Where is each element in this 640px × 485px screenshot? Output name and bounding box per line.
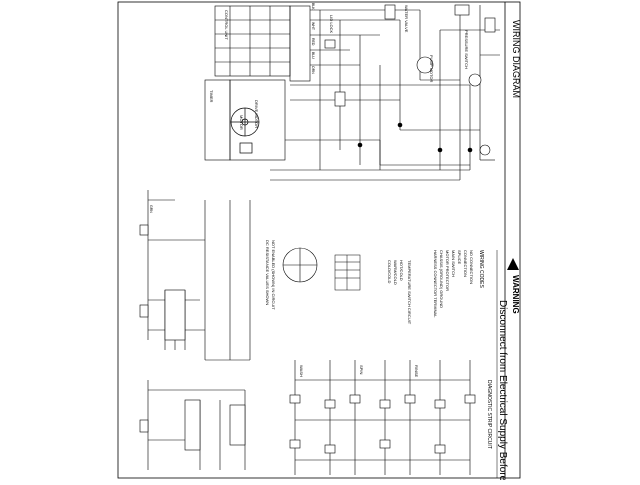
wire-label: WATER VALVE: [404, 5, 409, 33]
wiring-code-item: MOTOR PROTECTOR: [445, 250, 450, 291]
temp-switch-row: WARM/COLD: [393, 260, 398, 285]
wire-label: WASH: [299, 365, 304, 377]
wire-label: PRESSURE SWITCH: [464, 30, 469, 69]
temp-switch-row: COLD/COLD: [387, 260, 392, 284]
wiring-code-item: NO CONNECTION: [469, 250, 474, 284]
lower-ladder-contacts: [290, 395, 475, 453]
disconnect-text: Disconnect from Electrical Supply Before: [497, 300, 508, 480]
temp-switch-row: HOT/COLD: [399, 260, 404, 281]
wiring-diagram-title: WIRING DIAGRAM: [511, 20, 521, 98]
note-text: NOT ENABLED (SHOWN) IN CIRCUIT: [271, 240, 276, 310]
control-unit-block: [205, 6, 310, 160]
lower-ladder: [295, 360, 470, 475]
wire-label: BLU: [311, 52, 315, 59]
diagnostic-strip-text: DIAGNOSTIC STRIP CIRCUIT: [486, 380, 492, 449]
wire-label: RED: [311, 38, 315, 46]
warning-label: WARNING: [511, 275, 520, 314]
wiring-code-item: SPLICE: [457, 250, 462, 265]
temp-switch-table: [335, 255, 360, 290]
warning-triangle-icon: [507, 258, 519, 271]
wire-label: ORN: [311, 66, 315, 74]
wire-label: CONTROL UNIT: [224, 10, 229, 40]
wire-label: WHT: [311, 22, 315, 30]
timer-dial: [283, 248, 317, 282]
wiring-code-item: CHASSIS (GROUND) GROUND: [439, 250, 444, 309]
wiring-code-item: CONNECTION: [463, 250, 468, 277]
wiring-code-item: HARNESS CONNECTOR TERMINAL: [433, 250, 438, 318]
wire-label: BLK: [311, 3, 315, 10]
motor-label: MOTOR: [239, 115, 244, 130]
temp-switch-title: TEMPERATURE SWITCH CIRCUIT: [407, 260, 412, 325]
note-text: DC RESISTANCE VALUES SHOWN: [265, 240, 270, 306]
wire-label: PUMP MOTOR: [429, 55, 434, 83]
upper-components: [325, 5, 495, 155]
wire-label: GRN: [149, 205, 153, 213]
wire-label: SPIN: [359, 365, 364, 375]
wire-label: RINSE: [414, 365, 419, 378]
wiring-code-item: MAIN SWITCH: [451, 250, 456, 277]
wire-label: TIMER: [209, 90, 214, 103]
svg-text:!: !: [511, 263, 514, 271]
wiring-codes-title: WIRING CODES: [478, 250, 484, 288]
left-switches: [140, 225, 245, 450]
wire-label: LID LOCK: [329, 15, 334, 34]
wire-label: DRIVE MOTOR: [254, 100, 259, 129]
